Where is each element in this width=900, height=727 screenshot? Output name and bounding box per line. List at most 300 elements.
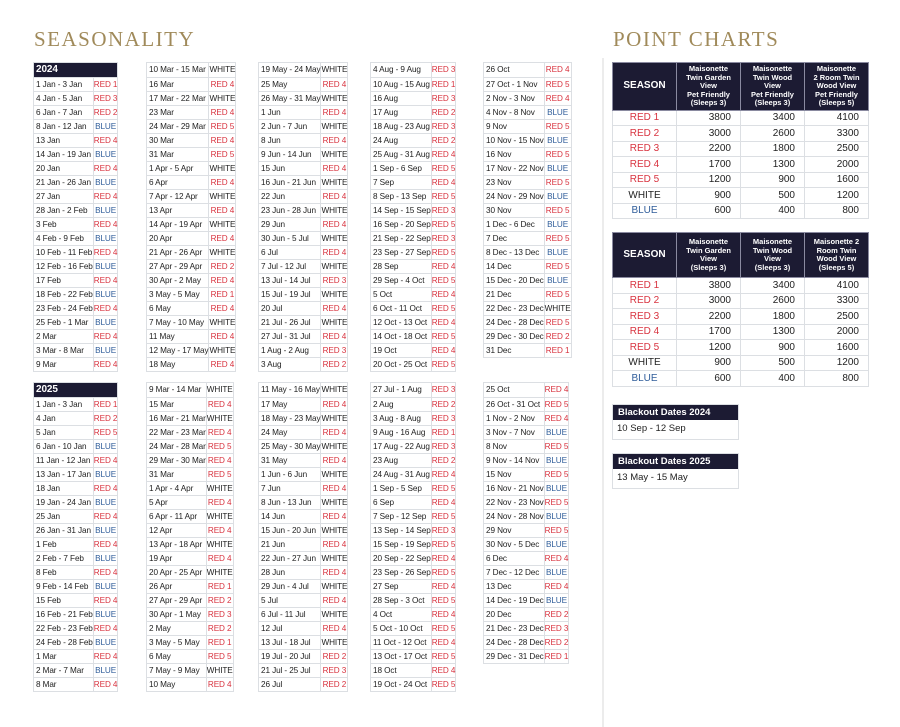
- season-row: [34, 467, 117, 481]
- season-row: [259, 467, 347, 481]
- season-column: [146, 62, 236, 372]
- point-chart-row: [613, 371, 869, 387]
- date-range: 21 Dec - 23 Dec: [484, 621, 544, 635]
- season-row: [371, 329, 455, 343]
- season-badge: WHITE: [209, 91, 235, 105]
- season-badge: RED 4: [431, 607, 455, 621]
- season-row: [34, 523, 117, 537]
- season-badge: WHITE: [321, 147, 347, 161]
- points-value: 3000: [677, 126, 741, 142]
- season-row: [34, 677, 117, 691]
- date-range: 29 Sep - 4 Oct: [371, 273, 431, 287]
- season-badge: WHITE: [321, 607, 347, 621]
- season-badge: RED 4: [206, 425, 232, 439]
- unit-header-line: Twin Garden: [686, 245, 731, 255]
- season-row: [371, 231, 455, 245]
- season-badge: RED 5: [431, 357, 455, 371]
- season-row: [34, 147, 117, 161]
- season-column: [258, 382, 348, 692]
- unit-header-line: Pet Friendly: [751, 89, 794, 99]
- season-badge: RED 2: [431, 453, 455, 467]
- season-row: [34, 301, 117, 315]
- season-table: [259, 63, 347, 371]
- date-range: 24 Dec - 28 Dec: [484, 315, 544, 329]
- unit-header-line: Wood View: [816, 254, 857, 263]
- season-row: [371, 259, 455, 273]
- date-range: 13 Jul - 18 Jul: [259, 635, 321, 649]
- season-row: [371, 565, 455, 579]
- season-row: [484, 175, 571, 189]
- season-badge: RED 1: [544, 649, 568, 663]
- unit-column-header: [805, 233, 869, 278]
- season-row: [147, 439, 233, 453]
- season-badge: RED 4: [206, 523, 232, 537]
- season-row: [371, 453, 455, 467]
- season-row: [259, 495, 347, 509]
- date-range: 9 Nov - 14 Nov: [484, 453, 544, 467]
- year-label: 2025: [34, 383, 117, 397]
- season-badge: RED 3: [93, 91, 117, 105]
- season-row: [147, 565, 233, 579]
- season-badge: RED 1: [206, 635, 232, 649]
- date-range: 31 Mar: [147, 147, 209, 161]
- season-badge: RED 3: [321, 273, 347, 287]
- date-range: 27 Apr - 29 Apr: [147, 259, 209, 273]
- season-row: [147, 91, 235, 105]
- season-badge: WHITE: [321, 259, 347, 273]
- date-range: 22 Feb - 23 Feb: [34, 621, 93, 635]
- season-badge: RED 2: [93, 105, 117, 119]
- season-row: [34, 481, 117, 495]
- season-badge: BLUE: [544, 481, 568, 495]
- date-range: 7 Jun: [259, 481, 321, 495]
- season-name: RED 2: [613, 293, 677, 309]
- season-badge: BLUE: [544, 593, 568, 607]
- season-row: [34, 105, 117, 119]
- season-row: [34, 189, 117, 203]
- season-badge: RED 2: [93, 411, 117, 425]
- season-badge: RED 5: [206, 649, 232, 663]
- season-badge: RED 4: [93, 453, 117, 467]
- season-badge: RED 3: [431, 523, 455, 537]
- season-badge: RED 4: [321, 425, 347, 439]
- season-row: [371, 203, 455, 217]
- date-range: 30 Apr - 1 May: [147, 607, 206, 621]
- season-row: [371, 649, 455, 663]
- points-value: 900: [677, 188, 741, 204]
- points-value: 1800: [741, 309, 805, 325]
- season-row: [259, 105, 347, 119]
- date-range: 17 May: [259, 397, 321, 411]
- season-badge: RED 4: [209, 231, 235, 245]
- points-value: 2000: [805, 157, 869, 173]
- date-range: 14 Dec - 19 Dec: [484, 593, 544, 607]
- season-row: [147, 593, 233, 607]
- season-name: BLUE: [613, 371, 677, 387]
- season-row: [147, 217, 235, 231]
- date-range: 5 Oct: [371, 287, 431, 301]
- date-range: 6 May: [147, 301, 209, 315]
- date-range: 9 Mar - 14 Mar: [147, 383, 206, 397]
- season-badge: WHITE: [206, 383, 232, 397]
- season-badge: WHITE: [321, 411, 347, 425]
- season-row: [259, 649, 347, 663]
- date-range: 2 Jun - 7 Jun: [259, 119, 321, 133]
- date-range: 8 Dec - 13 Dec: [484, 245, 544, 259]
- season-row: [259, 189, 347, 203]
- date-range: 4 Oct: [371, 607, 431, 621]
- season-badge: RED 3: [431, 411, 455, 425]
- season-row: [371, 273, 455, 287]
- date-range: 24 Aug - 31 Aug: [371, 467, 431, 481]
- date-range: 27 Oct - 1 Nov: [484, 77, 544, 91]
- season-row: [34, 495, 117, 509]
- season-row: [484, 259, 571, 273]
- season-badge: RED 4: [93, 677, 117, 691]
- season-badge: WHITE: [321, 175, 347, 189]
- unit-header-line: (Sleeps 3): [690, 98, 727, 107]
- season-row: [484, 579, 568, 593]
- season-row: [259, 537, 347, 551]
- date-range: 11 May - 16 May: [259, 383, 321, 397]
- date-range: 16 Nov - 21 Nov: [484, 481, 544, 495]
- blackout-title: Blackout Dates 2024: [613, 405, 738, 420]
- date-range: 21 Jun: [259, 537, 321, 551]
- date-range: 22 Mar - 23 Mar: [147, 425, 206, 439]
- point-chart-row: [613, 340, 869, 356]
- date-range: 25 Oct: [484, 383, 544, 397]
- season-badge: RED 4: [209, 357, 235, 371]
- points-value: 800: [805, 203, 869, 219]
- season-row: [371, 77, 455, 91]
- points-value: 1800: [741, 141, 805, 157]
- season-row: [259, 91, 347, 105]
- date-range: 24 May: [259, 425, 321, 439]
- point-charts-title: POINT CHARTS: [613, 27, 780, 51]
- unit-header-line: View: [764, 254, 781, 263]
- season-badge: RED 5: [209, 147, 235, 161]
- season-badge: RED 4: [209, 273, 235, 287]
- unit-header-line: Maisonette: [688, 237, 729, 246]
- season-table: [371, 383, 455, 691]
- season-row: [371, 91, 455, 105]
- season-badge: RED 5: [431, 245, 455, 259]
- season-badge: BLUE: [93, 579, 117, 593]
- season-row: [484, 551, 568, 565]
- points-value: 500: [741, 355, 805, 371]
- season-row: [34, 161, 117, 175]
- season-column: [146, 382, 234, 692]
- season-badge: RED 4: [431, 663, 455, 677]
- date-range: 23 Jun - 28 Jun: [259, 203, 321, 217]
- date-range: 10 Feb - 11 Feb: [34, 245, 93, 259]
- season-badge: RED 4: [93, 133, 117, 147]
- date-range: 6 Apr - 11 Apr: [147, 509, 206, 523]
- season-row: [147, 607, 233, 621]
- date-range: 8 Mar: [36, 679, 57, 689]
- unit-header-line: Twin Garden: [686, 72, 731, 82]
- date-range: 5 Apr: [147, 495, 206, 509]
- season-row: [371, 495, 455, 509]
- unit-header-line: Wood View: [816, 81, 857, 90]
- season-badge: WHITE: [321, 635, 347, 649]
- season-badge: RED 4: [209, 203, 235, 217]
- date-range: 16 Nov: [484, 147, 544, 161]
- season-badge: RED 4: [321, 565, 347, 579]
- point-chart-row: [613, 110, 869, 126]
- date-range: 1 Apr - 4 Apr: [147, 481, 206, 495]
- season-badge: BLUE: [93, 259, 117, 273]
- season-badge: RED 4: [93, 301, 117, 315]
- season-row: [371, 663, 455, 677]
- date-range: 4 Jan: [34, 411, 93, 425]
- season-row: [371, 607, 455, 621]
- points-value: 1700: [677, 324, 741, 340]
- season-row: [147, 357, 235, 371]
- season-badge: RED 4: [209, 105, 235, 119]
- points-value: 3000: [677, 293, 741, 309]
- season-row: [371, 439, 455, 453]
- season-row: [147, 481, 233, 495]
- season-row: [371, 287, 455, 301]
- season-badge: RED 4: [209, 77, 235, 91]
- season-badge: RED 5: [431, 593, 455, 607]
- date-range: 25 Jan: [34, 509, 93, 523]
- season-row: [259, 301, 347, 315]
- season-row: [371, 315, 455, 329]
- date-range: 18 Oct: [371, 663, 431, 677]
- point-chart-row: [613, 157, 869, 173]
- season-row: [484, 509, 568, 523]
- season-badge: RED 2: [431, 105, 455, 119]
- season-badge: RED 5: [544, 203, 570, 217]
- season-row: [147, 467, 233, 481]
- season-row: [147, 161, 235, 175]
- season-badge: RED 4: [431, 495, 455, 509]
- season-row: [484, 245, 571, 259]
- season-badge: RED 4: [431, 175, 455, 189]
- season-badge: RED 4: [321, 593, 347, 607]
- date-range: 24 Mar - 29 Mar: [147, 119, 209, 133]
- date-range: 30 Mar: [147, 133, 209, 147]
- season-row: [259, 579, 347, 593]
- date-range: 23 Sep - 27 Sep: [371, 245, 431, 259]
- date-range: 30 Nov: [484, 203, 544, 217]
- season-name: RED 4: [613, 324, 677, 340]
- season-row: [484, 635, 568, 649]
- season-row: [34, 551, 117, 565]
- date-range: 23 Mar: [147, 105, 209, 119]
- season-badge: WHITE: [206, 663, 232, 677]
- date-range: 15 Feb: [34, 593, 93, 607]
- season-row: [34, 133, 117, 147]
- season-row: [147, 63, 235, 77]
- blackout-range: 10 Sep - 12 Sep: [617, 423, 686, 434]
- season-row: [259, 245, 347, 259]
- unit-header-line: Room Twin: [816, 245, 857, 255]
- date-range: 30 Jun - 5 Jul: [259, 231, 321, 245]
- season-row: [34, 91, 117, 105]
- season-row: [259, 133, 347, 147]
- points-value: 3400: [741, 278, 805, 294]
- date-range: 6 Jul - 11 Jul: [259, 607, 321, 621]
- points-value: 800: [805, 371, 869, 387]
- date-range: 20 Oct - 25 Oct: [373, 359, 428, 369]
- date-range: 9 Jun - 14 Jun: [259, 147, 321, 161]
- point-chart-row: [613, 278, 869, 294]
- date-range: 13 Dec: [484, 579, 544, 593]
- date-range: 15 Nov: [484, 467, 544, 481]
- season-badge: RED 4: [93, 357, 117, 371]
- date-range: 6 Dec: [484, 551, 544, 565]
- season-table: [484, 63, 571, 357]
- season-badge: RED 5: [431, 621, 455, 635]
- season-badge: WHITE: [209, 161, 235, 175]
- season-row: [147, 105, 235, 119]
- season-badge: RED 4: [321, 329, 347, 343]
- date-range: 12 May - 17 May: [147, 343, 209, 357]
- season-column: [33, 62, 118, 372]
- season-badge: RED 5: [544, 119, 570, 133]
- season-badge: BLUE: [93, 663, 117, 677]
- season-badge: RED 4: [93, 217, 117, 231]
- season-row: [484, 383, 568, 397]
- date-range: 29 Dec - 31 Dec: [486, 651, 544, 661]
- date-range: 19 Jan - 24 Jan: [34, 495, 93, 509]
- date-range: 26 Apr: [147, 579, 206, 593]
- season-badge: BLUE: [544, 425, 568, 439]
- season-badge: WHITE: [321, 203, 347, 217]
- date-range: 13 Jul - 14 Jul: [259, 273, 321, 287]
- season-badge: RED 4: [206, 495, 232, 509]
- points-value: 2600: [741, 293, 805, 309]
- season-badge: RED 3: [431, 203, 455, 217]
- season-badge: RED 1: [431, 425, 455, 439]
- date-range: 9 Aug - 16 Aug: [371, 425, 431, 439]
- date-range: 21 Apr - 26 Apr: [147, 245, 209, 259]
- season-badge: BLUE: [93, 607, 117, 621]
- date-range: 8 Jun - 13 Jun: [259, 495, 321, 509]
- date-range: 1 Jan - 3 Jan: [34, 397, 93, 411]
- season-badge: BLUE: [93, 119, 117, 133]
- season-badge: WHITE: [321, 315, 347, 329]
- season-name: RED 3: [613, 141, 677, 157]
- unit-column-header: [741, 63, 805, 111]
- season-name: RED 3: [613, 309, 677, 325]
- date-range: 18 Feb - 22 Feb: [34, 287, 93, 301]
- date-range: 6 May: [147, 649, 206, 663]
- date-range: 8 Feb: [34, 565, 93, 579]
- season-row: [371, 133, 455, 147]
- season-row: [371, 579, 455, 593]
- season-badge: RED 4: [93, 329, 117, 343]
- points-value: 1300: [741, 324, 805, 340]
- season-table: [147, 63, 235, 371]
- season-badge: RED 4: [321, 301, 347, 315]
- date-range: 18 May: [149, 359, 176, 369]
- section-divider: [602, 58, 604, 727]
- date-range: 23 Nov: [484, 175, 544, 189]
- date-range: 26 May - 31 May: [259, 91, 321, 105]
- date-range: 1 Apr - 5 Apr: [147, 161, 209, 175]
- season-badge: RED 4: [93, 621, 117, 635]
- season-badge: RED 3: [431, 119, 455, 133]
- date-range: 7 Dec - 12 Dec: [484, 565, 544, 579]
- season-row: [259, 411, 347, 425]
- season-badge: WHITE: [206, 481, 232, 495]
- season-badge: RED 5: [206, 439, 232, 453]
- date-range: 24 Mar - 28 Mar: [147, 439, 206, 453]
- season-badge: WHITE: [321, 523, 347, 537]
- date-range: 17 Aug: [371, 105, 431, 119]
- season-row: [371, 119, 455, 133]
- date-range: 1 Dec - 6 Dec: [484, 217, 544, 231]
- season-badge: WHITE: [321, 383, 347, 397]
- season-row: [484, 119, 571, 133]
- unit-column-header: [805, 63, 869, 111]
- season-badge: RED 4: [93, 245, 117, 259]
- season-row: [371, 175, 455, 189]
- points-value: 400: [741, 371, 805, 387]
- point-chart-row: [613, 141, 869, 157]
- points-value: 1300: [741, 157, 805, 173]
- date-range: 27 Apr - 29 Apr: [147, 593, 206, 607]
- date-range: 27 Jul - 31 Jul: [259, 329, 321, 343]
- point-chart-row: [613, 309, 869, 325]
- unit-column-header: [677, 233, 741, 278]
- season-column: [370, 62, 456, 372]
- season-row: [371, 593, 455, 607]
- date-range: 2 May: [147, 621, 206, 635]
- season-row: [484, 91, 571, 105]
- season-row: [484, 607, 568, 621]
- season-row: [34, 329, 117, 343]
- date-range: 12 Apr: [147, 523, 206, 537]
- season-row: [371, 635, 455, 649]
- points-value: 1200: [805, 355, 869, 371]
- year-label: 2024: [34, 63, 117, 77]
- date-range: 15 Jul - 19 Jul: [259, 287, 321, 301]
- date-range: 1 Sep - 6 Sep: [371, 161, 431, 175]
- season-name: WHITE: [613, 188, 677, 204]
- date-range: 14 Dec: [484, 259, 544, 273]
- season-badge: RED 3: [431, 231, 455, 245]
- season-row: [484, 523, 568, 537]
- unit-header-line: Maisonette: [688, 64, 729, 73]
- season-row: [147, 537, 233, 551]
- date-range: 9 Feb - 14 Feb: [34, 579, 93, 593]
- points-value: 900: [741, 172, 805, 188]
- season-badge: RED 5: [544, 523, 568, 537]
- date-range: 18 Jan: [34, 481, 93, 495]
- points-value: 600: [677, 203, 741, 219]
- points-value: 2200: [677, 141, 741, 157]
- point-chart-row: [613, 355, 869, 371]
- date-range: 25 Feb - 1 Mar: [34, 315, 93, 329]
- season-badge: RED 5: [431, 301, 455, 315]
- season-row: [371, 551, 455, 565]
- date-range: 28 Jun: [259, 565, 321, 579]
- season-badge: BLUE: [93, 551, 117, 565]
- date-range: 21 Sep - 22 Sep: [371, 231, 431, 245]
- date-range: 7 Sep: [371, 175, 431, 189]
- season-row: [371, 189, 455, 203]
- date-range: 24 Nov - 28 Nov: [484, 509, 544, 523]
- season-badge: WHITE: [209, 63, 235, 77]
- season-badge: RED 3: [431, 91, 455, 105]
- date-range: 12 Jul: [259, 621, 321, 635]
- date-range: 6 Sep: [371, 495, 431, 509]
